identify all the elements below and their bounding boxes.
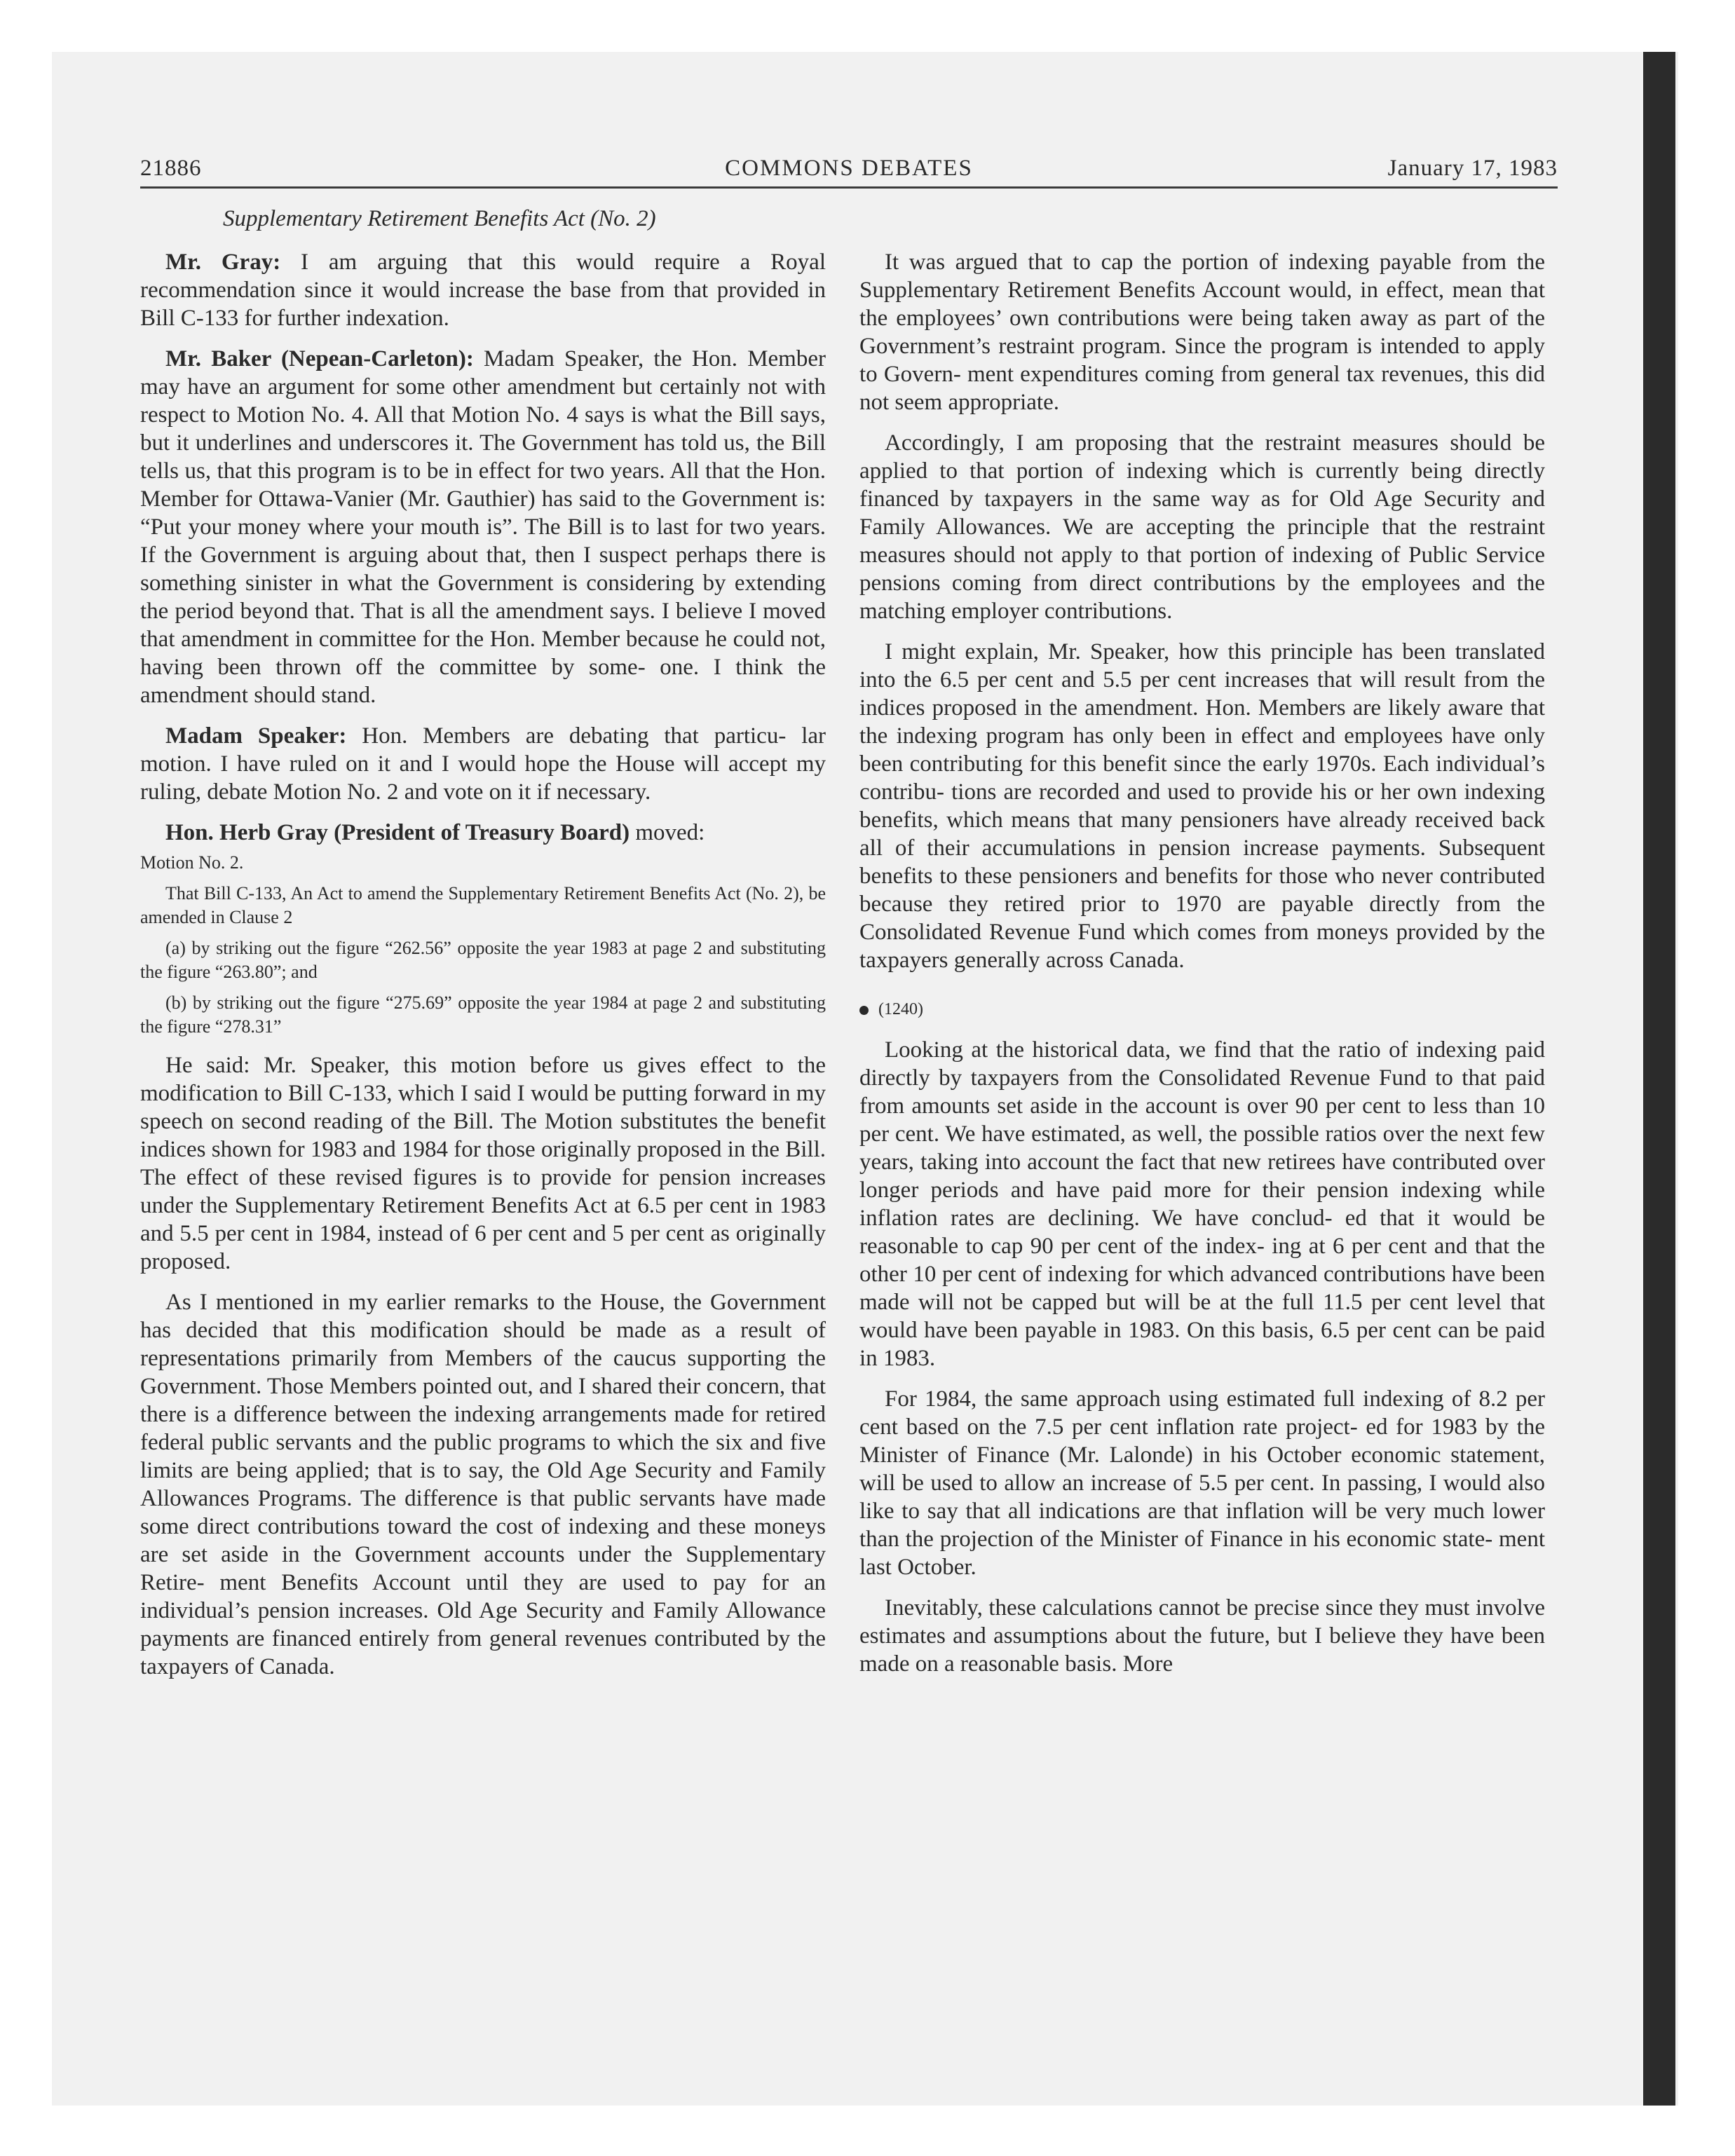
section-subtitle: Supplementary Retirement Benefits Act (No. 2) (223, 206, 656, 231)
speech-text: Hon. Members are debating that particu- lar motion. I have ruled on it and I would hope the House will accept my ruling, debate Motion No. 2 and vote on it if necessary. (140, 723, 826, 805)
paragraph: He said: Mr. Speaker, this motion before us gives effect to the modification to Bill C-133, which I said I would be putting forward in my speech on second reading of the Bill. The Motion substitutes the benefit indices shown for 1983 and 1984 for those originally proposed in the Bill. The effect of these revised figures is to provide for pension increases under the Supplementary Retirement Benefits Act at 6.5 per cent in 1983 and 5.5 per cent in 1984, instead of 6 per cent and 5 per cent as originally proposed. (140, 1053, 826, 1274)
time-marker-text: (1240) (878, 1000, 923, 1018)
speaker-name: Mr. Gray: (165, 250, 281, 275)
paragraph: Accordingly, I am proposing that the restraint measures should be applied to that portion of indexing which is currently being directly financed by taxpayers in the same way as for Old Age Security and Family Allowances. We are accepting the principle that the restraint measures should not apply to that portion of indexing of Public Service pensions coming from direct contributions by the employees and the matching employer contributions. (859, 430, 1545, 624)
speaker-name: Madam Speaker: (165, 723, 347, 749)
header-rule (140, 186, 1558, 189)
motion-item-a: (a) by striking out the figure “262.56” opposite the year 1983 at page 2 and substituting the figure “263.80”; and (140, 938, 826, 982)
motion-label: Motion No. 2. (140, 852, 244, 873)
motion-item-b: (b) by striking out the figure “275.69” opposite the year 1984 at page 2 and substituting the figure “278.31” (140, 992, 826, 1037)
paragraph (140, 345, 826, 709)
page-date: January 17, 1983 (1387, 156, 1558, 181)
paragraph: Inevitably, these calculations cannot be precise since they must involve estimates and assumptions about the future, but I believe they have been made on a reasonable basis. More (859, 1595, 1545, 1677)
paragraph: It was argued that to cap the portion of indexing payable from the Supplementary Retirement Benefits Account would, in effect, mean that the employees’ own contributions were being taken away as part of the Government’s restraint program. Since the program is intended to apply to Govern- ment expenditures coming from general tax revenues, this did not seem appropriate. (859, 250, 1545, 415)
bullet-icon (859, 1006, 869, 1015)
paragraph (140, 248, 826, 332)
paragraph: Looking at the historical data, we find that the ratio of indexing paid directly by taxpayers from the Consolidated Revenue Fund to that paid from amounts set aside in the account is over 90 per cent to less than 10 per cent. We have estimated, as well, the possible ratios over the next few years, taking into account the fact that new retirees have contributed over longer periods and have paid more for their pension indexing while inflation rates are declining. We have conclud- ed that it would be reasonable to cap 90 per cent of the index- ing at 6 per cent and that the other 10 per cent of indexing for which advanced contributions have been made will not be capped but will be at the full 11.5 per cent level that would have been payable in 1983. On this basis, 6.5 per cent can be paid in 1983. (859, 1037, 1545, 1371)
motion-text: That Bill C-133, An Act to amend the Supplementary Retirement Benefits Act (No. 2), be amended in Clause 2 (140, 883, 826, 927)
speech-text: I am arguing that this would require a Royal recommendation since it would increase the base from that provided in Bill C-133 for further indexation. (140, 250, 826, 331)
speaker-name: Mr. Baker (Nepean-Carleton): (165, 346, 474, 371)
time-marker (859, 995, 1545, 1023)
paragraph (140, 722, 826, 806)
speech-text: Madam Speaker, the Hon. Member may have an argument for some other amendment but certainly not with respect to Motion No. 4. All that Motion No. 4 says is what the Bill says, but it underlines and underscores it. The Government has told us, the Bill tells us, that this program is to be in effect for two years. All that the Hon. Member for Ottawa-Vanier (Mr. Gauthier) has said to the Government is: “Put your money where your mouth is”. The Bill is to last for two years. If the Government is arguing about that, then I suspect perhaps there is something sinister in what the Government is considering by extending the period beyond that. That is all the amendment says. I believe I moved that amendment in committee for the Hon. Member because he could not, having been thrown off the committee by some- one. I think the amendment should stand. (140, 346, 826, 708)
paragraph (140, 819, 826, 847)
paragraph: As I mentioned in my earlier remarks to the House, the Government has decided that this modification should be made as a result of representations primarily from Members of the caucus supporting the Government. Those Members pointed out, and I shared their concern, that there is a difference between the indexing arrangements made for retired federal public servants and the public programs to which the six and five limits are being applied; that is to say, the Old Age Security and Family Allowances Programs. The difference is that public servants have made some direct contributions toward the cost of indexing and these moneys are set aside in the Government accounts under the Supplementary Retire- ment Benefits Account until they are used to pay for an individual’s pension increases. Old Age Security and Family Allowance payments are financed entirely from general revenues contributed by the taxpayers of Canada. (140, 1290, 826, 1679)
paragraph: I might explain, Mr. Speaker, how this principle has been translated into the 6.5 per cent and 5.5 per cent increases that will result from the indices proposed in the amendment. Hon. Members are likely aware that the indexing program has only been in effect and employees have only been contributing for this benefit since the early 1970s. Each individual’s contribu- tions are recorded and used to provide his or her own indexing benefits, which means that many pensioners have already received back all of their accumulations in pension increase payments. Subsequent benefits to these pensioners and benefits for those who never contributed because they retired prior to 1970 are payable directly from the Consolidated Revenue Fund which comes from moneys provided by the taxpayers generally across Canada. (859, 639, 1545, 973)
page-edge-shadow (1643, 52, 1675, 2106)
speaker-name: Hon. Herb Gray (President of Treasury Board) (165, 820, 630, 845)
page-header (140, 156, 1558, 191)
paragraph: For 1984, the same approach using estimated full indexing of 8.2 per cent based on the 7.5 per cent inflation rate project- ed for 1983 by the Minister of Finance (Mr. Lalonde) in his October economic statement, will be used to allow an increase of 5.5 per cent. In passing, I would also like to say that all indications are that inflation will be very much lower than the projection of the Minister of Finance in his economic state- ment last October. (859, 1386, 1545, 1580)
right-column (859, 248, 1545, 1678)
left-column (140, 205, 826, 1681)
speech-text: moved: (630, 820, 705, 845)
publication-title: COMMONS DEBATES (725, 156, 973, 181)
page-number: 21886 (140, 156, 202, 181)
